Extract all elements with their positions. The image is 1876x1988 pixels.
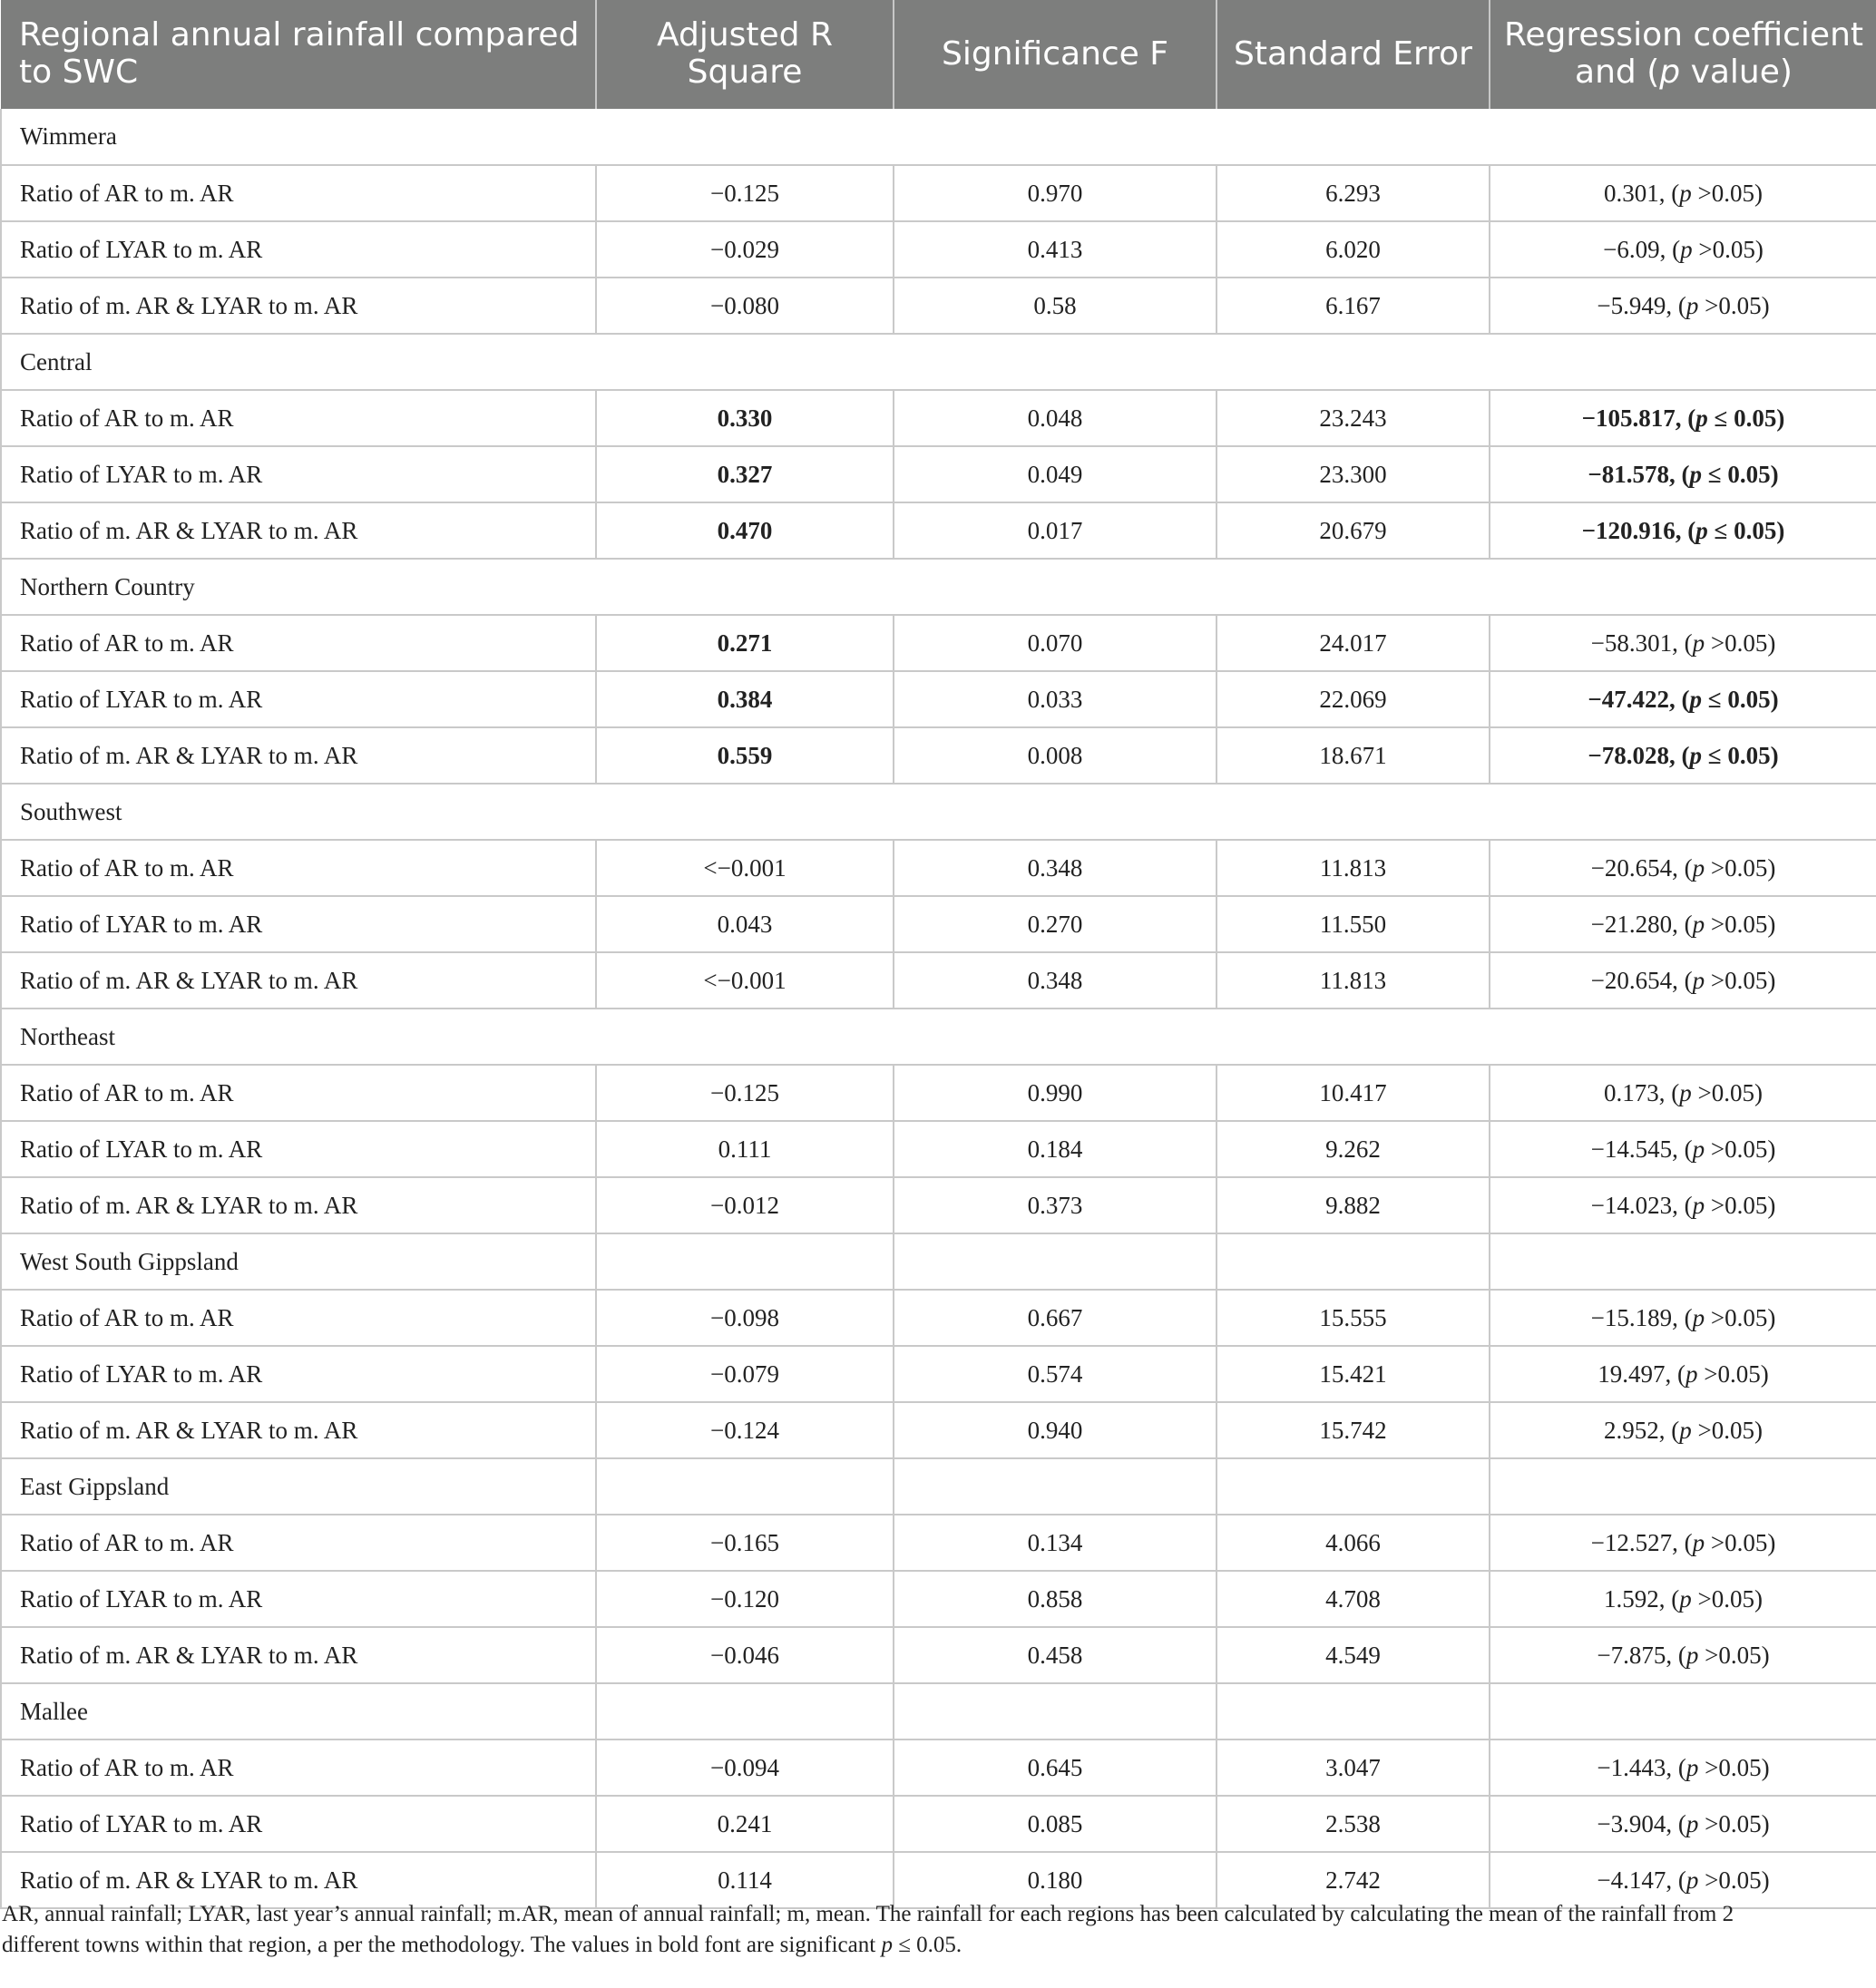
footnote-line-1: AR, annual rainfall; LYAR, last year’s annual rainfall; m.AR, mean of annual rainfall; m, mean. The rainfall for each regions has been calculated by calculating the mean of the rainfall from 2 (2, 1902, 1734, 1926)
p-threshold: >0.05) (1705, 1191, 1776, 1219)
row-label: Ratio of AR to m. AR (1, 615, 596, 671)
table-row (1, 952, 1876, 1009)
footnote-line-2 (2, 1930, 1861, 1961)
row-label: Ratio of AR to m. AR (1, 1515, 596, 1571)
adjusted-r-square-cell: 0.559 (596, 727, 894, 784)
regression-coefficient-cell (1490, 1177, 1876, 1233)
coefficient-value: 19.497, ( (1598, 1359, 1686, 1388)
header-adjusted-r-square: Adjusted R Square (596, 0, 894, 109)
significance-f-cell: 0.458 (894, 1627, 1216, 1683)
significance-f-cell: 0.008 (894, 727, 1216, 784)
significance-f-cell: 0.134 (894, 1515, 1216, 1571)
p-symbol: p (1685, 1809, 1699, 1837)
coefficient-value: −20.654, ( (1590, 853, 1693, 882)
regression-coefficient-cell (1490, 165, 1876, 221)
table-row (1, 1571, 1876, 1627)
adjusted-r-square-cell: −0.125 (596, 1065, 894, 1121)
coefficient-value: 1.592, ( (1604, 1584, 1680, 1613)
adjusted-r-square-cell: −0.124 (596, 1402, 894, 1458)
p-threshold: ≤ 0.05) (1707, 516, 1785, 544)
p-threshold: ≤ 0.05) (1702, 460, 1779, 488)
group-name: Northern Country (1, 559, 1876, 615)
group-row (1, 559, 1876, 615)
adjusted-r-square-cell: −0.080 (596, 278, 894, 334)
adjusted-r-square-cell: <−0.001 (596, 952, 894, 1009)
table-row (1, 165, 1876, 221)
coefficient-value: −58.301, ( (1590, 629, 1693, 657)
empty-cell (596, 1683, 894, 1740)
empty-cell (596, 1458, 894, 1515)
adjusted-r-square-cell: −0.012 (596, 1177, 894, 1233)
coefficient-value: −21.280, ( (1590, 910, 1693, 938)
row-label: Ratio of AR to m. AR (1, 390, 596, 446)
table-row (1, 896, 1876, 952)
group-name: Wimmera (1, 109, 1876, 165)
regression-coefficient-cell (1490, 1515, 1876, 1571)
p-threshold: ≤ 0.05) (1707, 404, 1785, 432)
adjusted-r-square-cell: −0.120 (596, 1571, 894, 1627)
significance-f-cell: 0.017 (894, 502, 1216, 559)
standard-error-cell: 11.813 (1216, 952, 1490, 1009)
standard-error-cell: 4.549 (1216, 1627, 1490, 1683)
p-symbol: p (1689, 685, 1703, 713)
p-threshold: ≤ 0.05) (1702, 741, 1779, 769)
regression-coefficient-cell (1490, 446, 1876, 502)
group-name: East Gippsland (1, 1458, 596, 1515)
regression-coefficient-cell (1490, 1065, 1876, 1121)
table-row (1, 1740, 1876, 1796)
table-header (1, 0, 1876, 109)
p-threshold: >0.05) (1705, 910, 1776, 938)
coefficient-value: 0.173, ( (1604, 1078, 1680, 1106)
table-row (1, 1627, 1876, 1683)
p-symbol: p (1692, 910, 1705, 938)
group-name: Mallee (1, 1683, 596, 1740)
table-row (1, 840, 1876, 896)
row-label: Ratio of LYAR to m. AR (1, 1346, 596, 1402)
coefficient-value: −3.904, ( (1597, 1809, 1686, 1837)
header-significance-f: Significance F (894, 0, 1216, 109)
empty-cell (894, 1458, 1216, 1515)
standard-error-cell: 3.047 (1216, 1740, 1490, 1796)
table-row (1, 390, 1876, 446)
p-symbol: p (1679, 179, 1692, 207)
p-threshold: >0.05) (1691, 1416, 1763, 1444)
coefficient-value: −6.09, ( (1603, 235, 1681, 263)
row-label: Ratio of m. AR & LYAR to m. AR (1, 952, 596, 1009)
p-threshold: >0.05) (1705, 1528, 1776, 1556)
regression-coefficient-cell (1490, 952, 1876, 1009)
row-label: Ratio of m. AR & LYAR to m. AR (1, 727, 596, 784)
p-symbol: p (1692, 629, 1705, 657)
header-coef-p: p (1659, 54, 1681, 91)
p-symbol: p (1679, 1078, 1692, 1106)
row-label: Ratio of LYAR to m. AR (1, 1796, 596, 1852)
p-symbol: p (1679, 1416, 1692, 1444)
table-row (1, 221, 1876, 278)
row-label: Ratio of LYAR to m. AR (1, 1121, 596, 1177)
coefficient-value: −105.817, ( (1581, 404, 1696, 432)
footnote-line-2-text: different towns within that region, a per the methodology. The values in bold font are significant (2, 1933, 882, 1957)
empty-cell (1216, 1683, 1490, 1740)
regression-coefficient-cell (1490, 1346, 1876, 1402)
standard-error-cell: 9.262 (1216, 1121, 1490, 1177)
adjusted-r-square-cell: −0.125 (596, 165, 894, 221)
standard-error-cell: 6.293 (1216, 165, 1490, 221)
table-row (1, 1796, 1876, 1852)
p-symbol: p (1685, 1753, 1699, 1781)
adjusted-r-square-cell: 0.384 (596, 671, 894, 727)
coefficient-value: 0.301, ( (1604, 179, 1680, 207)
standard-error-cell: 4.708 (1216, 1571, 1490, 1627)
table-row (1, 1346, 1876, 1402)
p-threshold: >0.05) (1698, 1809, 1770, 1837)
table-row (1, 1121, 1876, 1177)
significance-f-cell: 0.085 (894, 1796, 1216, 1852)
group-name: West South Gippsland (1, 1233, 596, 1290)
significance-f-cell: 0.348 (894, 840, 1216, 896)
p-symbol: p (1695, 516, 1708, 544)
row-label: Ratio of m. AR & LYAR to m. AR (1, 278, 596, 334)
p-symbol: p (1685, 1866, 1699, 1894)
significance-f-cell: 0.070 (894, 615, 1216, 671)
table-row (1, 1290, 1876, 1346)
empty-cell (1490, 1683, 1876, 1740)
coefficient-value: −14.545, ( (1590, 1135, 1693, 1163)
significance-f-cell: 0.048 (894, 390, 1216, 446)
empty-cell (1216, 1233, 1490, 1290)
group-row (1, 784, 1876, 840)
regression-coefficient-cell (1490, 278, 1876, 334)
table-row (1, 1515, 1876, 1571)
significance-f-cell: 0.049 (894, 446, 1216, 502)
significance-f-cell: 0.667 (894, 1290, 1216, 1346)
table-row (1, 671, 1876, 727)
table-row (1, 446, 1876, 502)
regression-coefficient-cell (1490, 1121, 1876, 1177)
footnote-line-2-end: ≤ 0.05. (892, 1933, 962, 1957)
table-row (1, 615, 1876, 671)
regression-coefficient-cell (1490, 615, 1876, 671)
significance-f-cell: 0.970 (894, 165, 1216, 221)
p-threshold: >0.05) (1691, 1078, 1763, 1106)
p-symbol: p (1689, 460, 1703, 488)
adjusted-r-square-cell: 0.043 (596, 896, 894, 952)
header-regression-coefficient (1490, 0, 1876, 109)
adjusted-r-square-cell: 0.111 (596, 1121, 894, 1177)
p-threshold: >0.05) (1698, 1641, 1770, 1669)
coefficient-value: −15.189, ( (1590, 1303, 1693, 1331)
group-row (1, 1009, 1876, 1065)
row-label: Ratio of LYAR to m. AR (1, 1571, 596, 1627)
p-threshold: ≤ 0.05) (1702, 685, 1779, 713)
standard-error-cell: 2.742 (1216, 1852, 1490, 1908)
p-threshold: >0.05) (1705, 853, 1776, 882)
significance-f-cell: 0.645 (894, 1740, 1216, 1796)
adjusted-r-square-cell: 0.330 (596, 390, 894, 446)
standard-error-cell: 18.671 (1216, 727, 1490, 784)
standard-error-cell: 20.679 (1216, 502, 1490, 559)
p-threshold: >0.05) (1705, 629, 1776, 657)
significance-f-cell: 0.270 (894, 896, 1216, 952)
standard-error-cell: 10.417 (1216, 1065, 1490, 1121)
p-threshold: >0.05) (1691, 1584, 1763, 1613)
group-name: Southwest (1, 784, 1876, 840)
p-threshold: >0.05) (1705, 1303, 1776, 1331)
footnote-p-symbol: p (881, 1933, 893, 1957)
table-row (1, 727, 1876, 784)
significance-f-cell: 0.58 (894, 278, 1216, 334)
row-label: Ratio of AR to m. AR (1, 1740, 596, 1796)
group-name: Northeast (1, 1009, 1876, 1065)
regression-coefficient-cell (1490, 896, 1876, 952)
standard-error-cell: 15.555 (1216, 1290, 1490, 1346)
p-symbol: p (1685, 1359, 1698, 1388)
row-label: Ratio of LYAR to m. AR (1, 221, 596, 278)
standard-error-cell: 2.538 (1216, 1796, 1490, 1852)
regression-coefficient-cell (1490, 840, 1876, 896)
standard-error-cell: 4.066 (1216, 1515, 1490, 1571)
standard-error-cell: 15.421 (1216, 1346, 1490, 1402)
regression-coefficient-cell (1490, 1571, 1876, 1627)
coefficient-value: −47.422, ( (1588, 685, 1690, 713)
adjusted-r-square-cell: −0.165 (596, 1515, 894, 1571)
significance-f-cell: 0.373 (894, 1177, 1216, 1233)
standard-error-cell: 15.742 (1216, 1402, 1490, 1458)
table-row (1, 1065, 1876, 1121)
empty-cell (1490, 1233, 1876, 1290)
regression-coefficient-cell (1490, 671, 1876, 727)
p-symbol: p (1692, 1135, 1705, 1163)
significance-f-cell: 0.180 (894, 1852, 1216, 1908)
regression-coefficient-cell (1490, 1402, 1876, 1458)
group-row (1, 109, 1876, 165)
header-row (1, 0, 1876, 109)
adjusted-r-square-cell: −0.094 (596, 1740, 894, 1796)
coefficient-value: −81.578, ( (1588, 460, 1690, 488)
row-label: Ratio of m. AR & LYAR to m. AR (1, 1402, 596, 1458)
standard-error-cell: 22.069 (1216, 671, 1490, 727)
p-threshold: >0.05) (1692, 235, 1764, 263)
empty-cell (1216, 1458, 1490, 1515)
significance-f-cell: 0.184 (894, 1121, 1216, 1177)
adjusted-r-square-cell: 0.271 (596, 615, 894, 671)
significance-f-cell: 0.858 (894, 1571, 1216, 1627)
p-threshold: >0.05) (1691, 179, 1763, 207)
row-label: Ratio of m. AR & LYAR to m. AR (1, 1177, 596, 1233)
p-symbol: p (1689, 741, 1703, 769)
row-label: Ratio of AR to m. AR (1, 1065, 596, 1121)
p-threshold: >0.05) (1705, 1135, 1776, 1163)
significance-f-cell: 0.990 (894, 1065, 1216, 1121)
adjusted-r-square-cell: 0.114 (596, 1852, 894, 1908)
standard-error-cell: 11.813 (1216, 840, 1490, 896)
coefficient-value: −1.443, ( (1597, 1753, 1686, 1781)
group-row (1, 1233, 1876, 1290)
row-label: Ratio of LYAR to m. AR (1, 671, 596, 727)
regression-coefficient-cell (1490, 1796, 1876, 1852)
coefficient-value: −12.527, ( (1590, 1528, 1693, 1556)
row-label: Ratio of m. AR & LYAR to m. AR (1, 1852, 596, 1908)
p-symbol: p (1692, 966, 1705, 994)
empty-cell (894, 1233, 1216, 1290)
p-symbol: p (1692, 853, 1705, 882)
row-label: Ratio of AR to m. AR (1, 165, 596, 221)
header-coef-post: value) (1680, 54, 1793, 91)
header-region: Regional annual rainfall compared to SWC (1, 0, 596, 109)
coefficient-value: 2.952, ( (1604, 1416, 1680, 1444)
p-symbol: p (1679, 1584, 1692, 1613)
p-threshold: >0.05) (1698, 291, 1770, 319)
coefficient-value: −7.875, ( (1597, 1641, 1686, 1669)
group-name: Central (1, 334, 1876, 390)
coefficient-value: −5.949, ( (1597, 291, 1686, 319)
p-symbol: p (1692, 1528, 1705, 1556)
adjusted-r-square-cell: 0.241 (596, 1796, 894, 1852)
row-label: Ratio of AR to m. AR (1, 1290, 596, 1346)
regression-coefficient-cell (1490, 1627, 1876, 1683)
table-row (1, 278, 1876, 334)
adjusted-r-square-cell: 0.470 (596, 502, 894, 559)
adjusted-r-square-cell: 0.327 (596, 446, 894, 502)
p-symbol: p (1692, 1191, 1705, 1219)
table-row (1, 1402, 1876, 1458)
significance-f-cell: 0.940 (894, 1402, 1216, 1458)
adjusted-r-square-cell: −0.079 (596, 1346, 894, 1402)
regression-coefficient-cell (1490, 390, 1876, 446)
standard-error-cell: 23.300 (1216, 446, 1490, 502)
row-label: Ratio of LYAR to m. AR (1, 896, 596, 952)
p-symbol: p (1685, 1641, 1699, 1669)
p-threshold: >0.05) (1697, 1359, 1769, 1388)
standard-error-cell: 6.167 (1216, 278, 1490, 334)
adjusted-r-square-cell: −0.046 (596, 1627, 894, 1683)
row-label: Ratio of AR to m. AR (1, 840, 596, 896)
adjusted-r-square-cell: −0.098 (596, 1290, 894, 1346)
row-label: Ratio of LYAR to m. AR (1, 446, 596, 502)
significance-f-cell: 0.574 (894, 1346, 1216, 1402)
regression-coefficient-cell (1490, 1290, 1876, 1346)
regression-coefficient-cell (1490, 727, 1876, 784)
coefficient-value: −120.916, ( (1581, 516, 1696, 544)
table-row (1, 502, 1876, 559)
p-threshold: >0.05) (1698, 1866, 1770, 1894)
regression-coefficient-cell (1490, 502, 1876, 559)
standard-error-cell: 6.020 (1216, 221, 1490, 278)
standard-error-cell: 23.243 (1216, 390, 1490, 446)
significance-f-cell: 0.033 (894, 671, 1216, 727)
regression-coefficient-cell (1490, 221, 1876, 278)
p-symbol: p (1685, 291, 1699, 319)
significance-f-cell: 0.348 (894, 952, 1216, 1009)
standard-error-cell: 9.882 (1216, 1177, 1490, 1233)
empty-cell (894, 1683, 1216, 1740)
significance-f-cell: 0.413 (894, 221, 1216, 278)
group-row (1, 1458, 1876, 1515)
p-symbol: p (1692, 1303, 1705, 1331)
group-row (1, 1683, 1876, 1740)
standard-error-cell: 24.017 (1216, 615, 1490, 671)
adjusted-r-square-cell: −0.029 (596, 221, 894, 278)
coefficient-value: −78.028, ( (1588, 741, 1690, 769)
table-footnote (0, 1899, 1861, 1961)
group-row (1, 334, 1876, 390)
regression-coefficient-cell (1490, 1740, 1876, 1796)
empty-cell (596, 1233, 894, 1290)
row-label: Ratio of m. AR & LYAR to m. AR (1, 1627, 596, 1683)
table-body (1, 109, 1876, 1908)
p-threshold: >0.05) (1705, 966, 1776, 994)
table-row (1, 1177, 1876, 1233)
coefficient-value: −14.023, ( (1590, 1191, 1693, 1219)
header-standard-error: Standard Error (1216, 0, 1490, 109)
p-symbol: p (1680, 235, 1693, 263)
coefficient-value: −20.654, ( (1590, 966, 1693, 994)
empty-cell (1490, 1458, 1876, 1515)
standard-error-cell: 11.550 (1216, 896, 1490, 952)
p-symbol: p (1695, 404, 1708, 432)
coefficient-value: −4.147, ( (1597, 1866, 1686, 1894)
header-coef-pre: Regression coefficient and ( (1504, 16, 1863, 91)
adjusted-r-square-cell: <−0.001 (596, 840, 894, 896)
row-label: Ratio of m. AR & LYAR to m. AR (1, 502, 596, 559)
p-threshold: >0.05) (1698, 1753, 1770, 1781)
